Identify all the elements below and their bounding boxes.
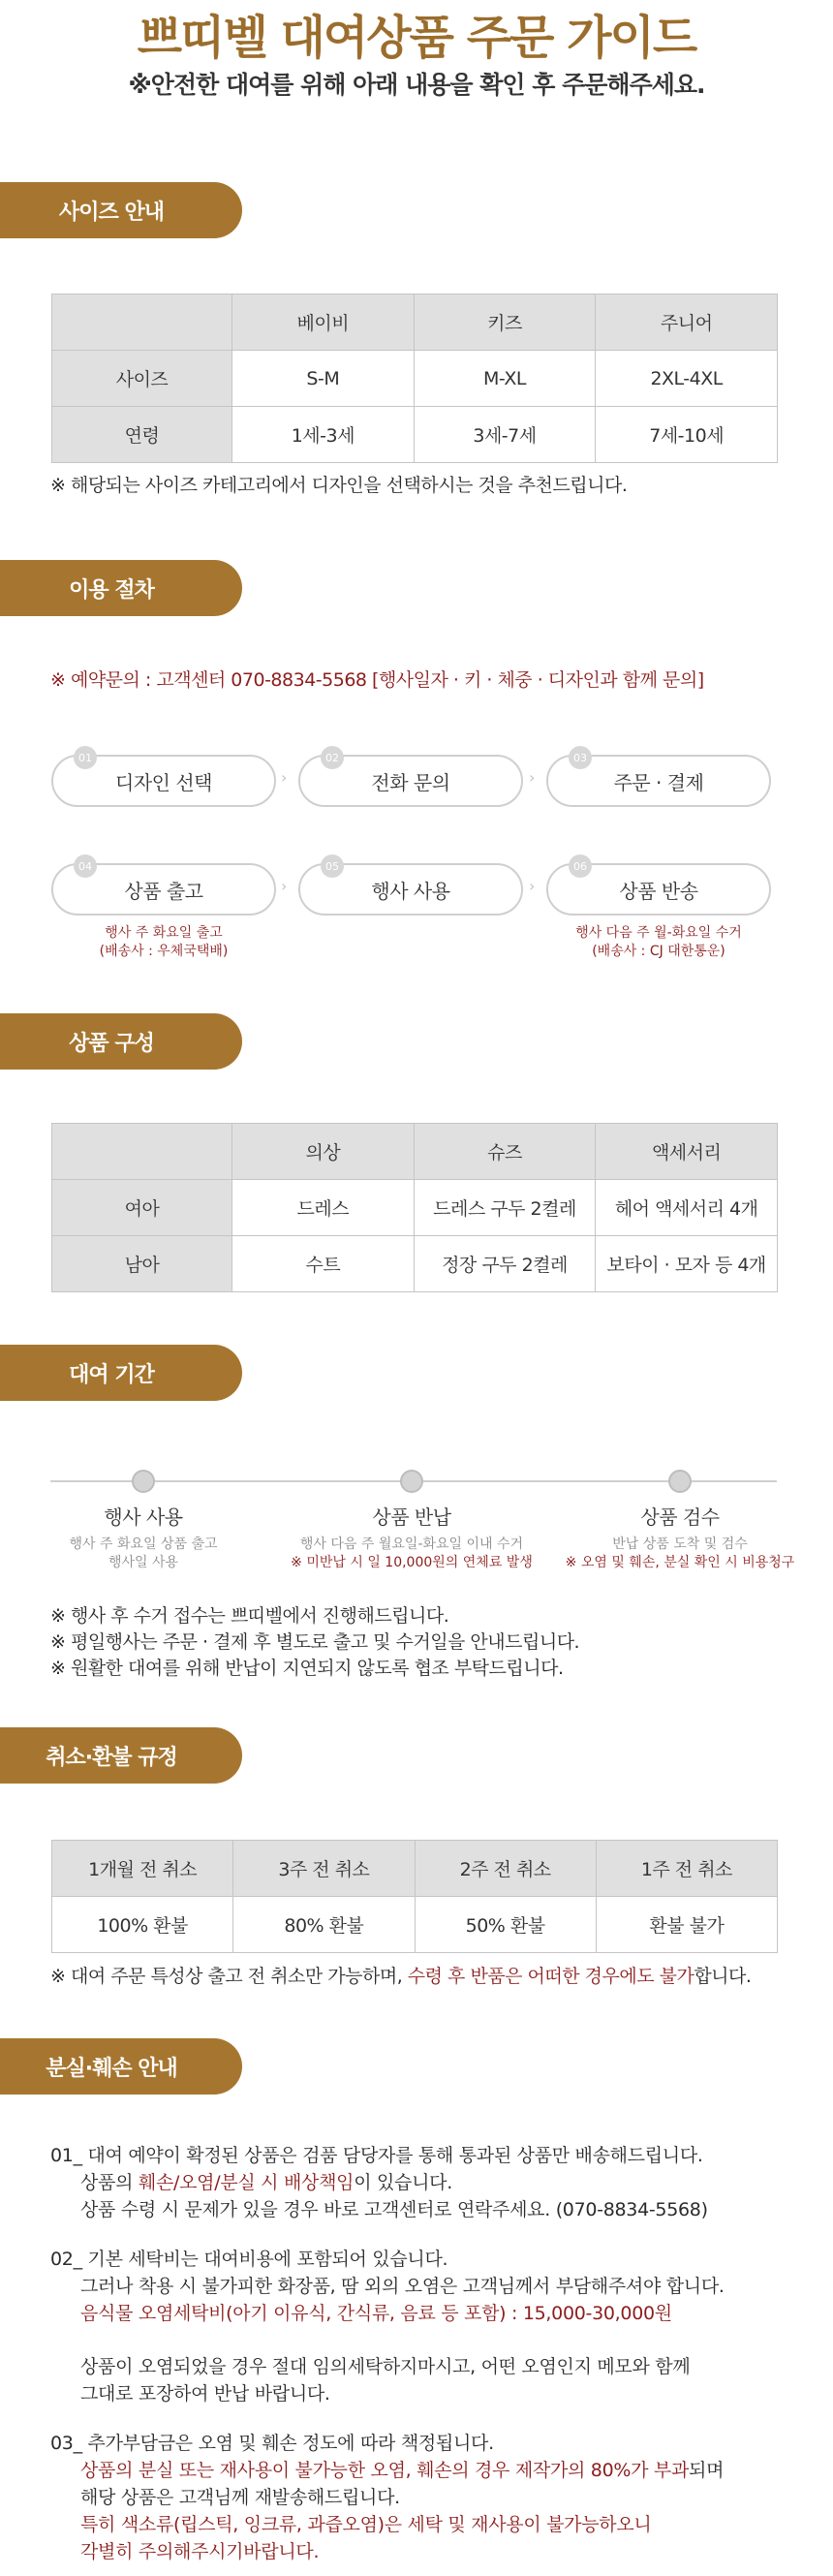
table-cell: 50% 환불	[415, 1897, 596, 1953]
period-note: ※ 평일행사는 주문 · 결제 후 별도로 출고 및 수거일을 안내드립니다.	[50, 1631, 580, 1653]
table-row	[52, 407, 778, 463]
note-text: 합니다.	[694, 1966, 752, 1987]
step-note-line: 행사 다음 주 월-화요일 수거	[575, 925, 742, 941]
table-cell: 3세-7세	[414, 407, 596, 463]
column-header: 액세서리	[596, 1124, 778, 1180]
column-header: 2주 전 취소	[415, 1841, 596, 1897]
table-row	[52, 1180, 778, 1236]
clause-text-alert: 상품의 분실 또는 재사용이 불가능한 오염, 훼손의 경우 제작가의 80%가 부과	[80, 2460, 690, 2481]
timeline-stage	[3, 1502, 284, 1572]
clause-line: 각별히 주의해주시기바랍니다.	[80, 2541, 320, 2562]
column-header: 1개월 전 취소	[52, 1841, 233, 1897]
table-cell: 1세-3세	[232, 407, 415, 463]
timeline-dot	[400, 1470, 423, 1493]
column-header: 3주 전 취소	[233, 1841, 415, 1897]
timeline-dot	[132, 1470, 155, 1493]
clause-text: 이 있습니다.	[354, 2172, 452, 2193]
period-note: ※ 행사 후 수거 접수는 쁘띠벨에서 진행해드립니다.	[50, 1605, 449, 1627]
refund-table	[51, 1840, 778, 1953]
step-number: 06	[569, 854, 592, 878]
clause-line: 그대로 포장하여 반납 바랍니다.	[80, 2383, 330, 2405]
stage-desc	[3, 1536, 284, 1572]
stage-desc-line: 행사 주 화요일 상품 출고	[69, 1536, 218, 1552]
clause-text-alert: 훼손/오염/분실 시 배상책임	[138, 2172, 355, 2193]
table-row	[52, 1124, 778, 1180]
step-number: 03	[569, 746, 592, 769]
clause-line: 01_ 대여 예약이 확정된 상품은 검품 담당자를 통해 통과된 상품만 배송해드립니다.	[50, 2145, 703, 2166]
step-number: 05	[321, 854, 344, 878]
table-cell: 7세-10세	[596, 407, 778, 463]
stage-title: 상품 검수	[640, 1505, 720, 1529]
clause-line: 음식물 오염세탁비(아기 이유식, 간식류, 음료 등 포함) : 15,000-30,000원	[80, 2303, 672, 2324]
table-cell: 보타이 · 모자 등 4개	[596, 1236, 778, 1292]
note-text: ※ 대여 주문 특성상 출고 전 취소만 가능하며,	[50, 1966, 408, 1987]
timeline-stage	[271, 1502, 552, 1572]
size-note: ※ 해당되는 사이즈 카테고리에서 디자인을 선택하시는 것을 추천드립니다.	[50, 475, 628, 496]
timeline-stage	[540, 1502, 820, 1572]
table-cell: S-M	[232, 351, 415, 407]
table-corner	[52, 295, 232, 351]
step-note	[51, 924, 276, 961]
column-header: 주니어	[596, 295, 778, 351]
column-header: 슈즈	[414, 1124, 596, 1180]
stage-title: 상품 반납	[372, 1505, 451, 1529]
clause-03	[50, 2430, 724, 2565]
step-label: 주문 · 결제	[613, 770, 704, 794]
section-tab-refund: 취소·환불 규정	[0, 1727, 242, 1784]
step-number: 02	[321, 746, 344, 769]
size-table	[51, 294, 778, 463]
table-cell: 환불 불가	[596, 1897, 777, 1953]
table-cell: M-XL	[414, 351, 596, 407]
table-cell: 수트	[232, 1236, 415, 1292]
step-note	[546, 924, 771, 961]
chevron-right-icon: ›	[529, 768, 536, 787]
timeline-dot	[668, 1470, 692, 1493]
period-note: ※ 원활한 대여를 위해 반납이 지연되지 않도록 협조 부탁드립니다.	[50, 1658, 564, 1679]
step-note-line: 행사 주 화요일 출고	[105, 925, 223, 941]
clause-line: 그러나 착용 시 불가피한 화장품, 땀 외의 오염은 고객님께서 부담해주셔야 합니다.	[80, 2276, 725, 2297]
step-note-line: (배송사 : 우체국택배)	[99, 944, 229, 959]
clause-text: 상품의	[80, 2172, 139, 2193]
clause-01	[50, 2142, 708, 2223]
clause-02	[50, 2246, 725, 2407]
composition-table	[51, 1123, 778, 1292]
page-subtitle: ※안전한 대여를 위해 아래 내용을 확인 후 주문해주세요.	[128, 71, 705, 99]
step-label: 상품 출고	[124, 879, 203, 903]
column-header: 키즈	[414, 295, 596, 351]
stage-desc-line: 반납 상품 도착 및 검수	[612, 1536, 748, 1552]
table-cell: 2XL-4XL	[596, 351, 778, 407]
clause-line: 03_ 추가부담금은 오염 및 훼손 정도에 따라 책정됩니다.	[50, 2433, 494, 2454]
step-label: 상품 반송	[619, 879, 698, 903]
column-header: 베이비	[232, 295, 415, 351]
clause-spacer	[50, 2327, 725, 2353]
clause-line: 02_ 기본 세탁비는 대여비용에 포함되어 있습니다.	[50, 2249, 448, 2270]
step-number: 04	[74, 854, 97, 878]
table-cell: 100% 환불	[52, 1897, 233, 1953]
table-cell: 정장 구두 2켤레	[414, 1236, 596, 1292]
section-tab-period: 대여 기간	[0, 1345, 242, 1401]
table-row	[52, 1897, 778, 1953]
chevron-right-icon: ›	[281, 877, 288, 895]
note-text-alert: 수령 후 반품은 어떠한 경우에도 불가	[407, 1966, 694, 1987]
row-header: 연령	[52, 407, 232, 463]
clause-line: 해당 상품은 고객님께 재발송해드립니다.	[80, 2487, 400, 2508]
table-row	[52, 1236, 778, 1292]
section-tab-size: 사이즈 안내	[0, 182, 242, 238]
chevron-right-icon: ›	[281, 768, 288, 787]
row-header: 남아	[52, 1236, 232, 1292]
clause-line	[50, 2457, 724, 2484]
stage-title: 행사 사용	[104, 1505, 183, 1529]
section-tab-composition: 상품 구성	[0, 1013, 242, 1070]
section-tab-process: 이용 절차	[0, 560, 242, 616]
stage-desc	[271, 1536, 552, 1572]
table-cell: 드레스	[232, 1180, 415, 1236]
table-row	[52, 351, 778, 407]
step-label: 전화 문의	[371, 770, 450, 794]
column-header: 의상	[232, 1124, 415, 1180]
clause-line: 상품이 오염되었을 경우 절대 임의세탁하지마시고, 어떤 오염인지 메모와 함께	[80, 2356, 691, 2377]
table-row	[52, 295, 778, 351]
step-label: 디자인 선택	[115, 770, 212, 794]
table-row	[52, 1841, 778, 1897]
row-header: 사이즈	[52, 351, 232, 407]
step-number: 01	[74, 746, 97, 769]
section-tab-damage: 분실·훼손 안내	[0, 2038, 242, 2095]
table-cell: 80% 환불	[233, 1897, 415, 1953]
stage-desc-line: ※ 오염 및 훼손, 분실 확인 시 비용청구	[565, 1555, 795, 1570]
clause-line	[50, 2169, 708, 2196]
chevron-right-icon: ›	[529, 877, 536, 895]
stage-desc-line: 행사 다음 주 월요일-화요일 이내 수거	[299, 1536, 524, 1552]
page-title: 쁘띠벨 대여상품 주문 가이드	[137, 11, 696, 65]
table-cell: 헤어 액세서리 4개	[596, 1180, 778, 1236]
step-label: 행사 사용	[371, 879, 450, 903]
clause-text: 되며	[689, 2460, 725, 2481]
inquiry-note: ※ 예약문의 : 고객센터 070-8834-5568 [행사일자 · 키 · 체중 · 디자인과 함께 문의]	[50, 669, 704, 691]
clause-line: 상품 수령 시 문제가 있을 경우 바로 고객센터로 연락주세요. (070-8834-5568)	[80, 2199, 708, 2220]
refund-note	[50, 1962, 751, 1988]
table-cell: 드레스 구두 2켤레	[414, 1180, 596, 1236]
stage-desc	[540, 1536, 820, 1572]
row-header: 여아	[52, 1180, 232, 1236]
step-note-line: (배송사 : CJ 대한통운)	[592, 944, 725, 959]
table-corner	[52, 1124, 232, 1180]
stage-desc-line: ※ 미반납 시 일 10,000원의 연체료 발생	[291, 1555, 533, 1570]
clause-line: 특히 색소류(립스틱, 잉크류, 과즙오염)은 세탁 및 재사용이 불가능하오니	[80, 2514, 652, 2535]
column-header: 1주 전 취소	[596, 1841, 777, 1897]
stage-desc-line: 행사일 사용	[108, 1555, 179, 1570]
